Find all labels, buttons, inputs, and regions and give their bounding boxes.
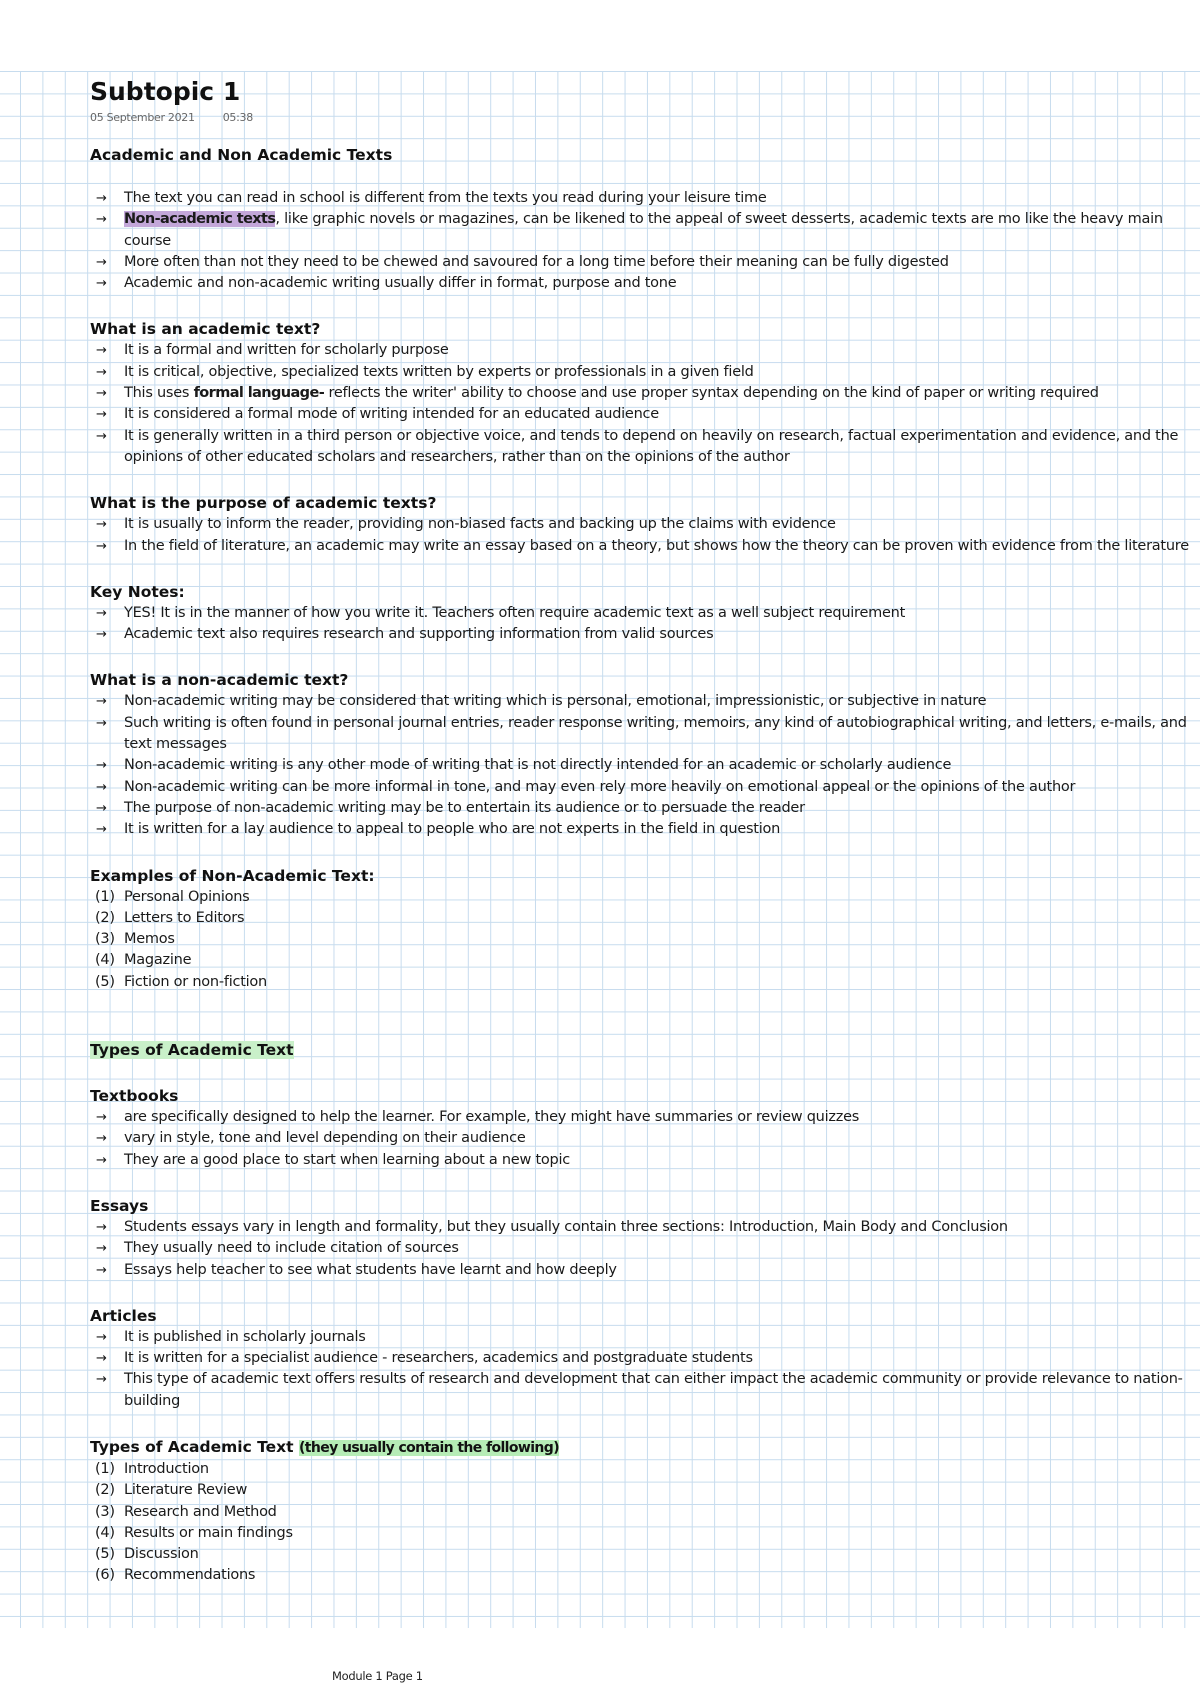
section-non-academic	[90, 669, 1190, 840]
list-item: → They are a good place to start when learning about a new topic	[90, 1150, 1190, 1171]
bullet-list	[90, 514, 1190, 557]
list-item: → It is written for a specialist audience - researchers, academics and postgraduate students	[90, 1348, 1190, 1369]
list-item: → The text you can read in school is different from the texts you read during your leisure time	[90, 188, 1190, 209]
section-heading: Key Notes:	[90, 582, 185, 601]
list-item: → YES! It is in the manner of how you write it. Teachers often require academic text as a well subject requirement	[90, 603, 1190, 624]
section-purpose	[90, 492, 1190, 557]
section-heading: Types of Academic Text (they usually contain the following)	[90, 1437, 559, 1456]
list-item: (1) Introduction	[95, 1460, 209, 1477]
list-item: → It is usually to inform the reader, providing non-biased facts and backing up the claims with evidence	[90, 514, 1190, 535]
section-examples	[90, 865, 1190, 993]
bullet-list	[90, 188, 1190, 294]
section-heading: What is a non-academic text?	[90, 671, 349, 690]
list-item: → This type of academic text offers results of research and development that can either impact the academic community or provide relevance to nation-building	[90, 1369, 1190, 1412]
list-item: (5) Fiction or non-fiction	[95, 973, 267, 990]
section-heading: Academic and Non Academic Texts	[90, 146, 393, 164]
list-item: → It is a formal and written for scholarly purpose	[90, 340, 1190, 361]
list-item: → are specifically designed to help the learner. For example, they might have summaries or review quizzes	[90, 1107, 1190, 1128]
section-what-is-academic	[90, 318, 1190, 468]
list-item: → Non-academic writing is any other mode of writing that is not directly intended for an academic or scholarly audience	[90, 755, 1190, 776]
list-item: → Non-academic writing can be more informal in tone, and may even rely more heavily on emotional appeal or the opinions of the author	[90, 777, 1190, 798]
bullet-list	[90, 1327, 1190, 1412]
bullet-list	[90, 603, 1190, 646]
list-item: (2) Letters to Editors	[95, 909, 245, 926]
list-item: → It is critical, objective, specialized texts written by experts or professionals in a given field	[90, 362, 1190, 383]
list-item: (2) Literature Review	[95, 1482, 248, 1499]
section-types-contain	[90, 1436, 1190, 1587]
section-academic-non-academic	[90, 144, 1190, 294]
bullet-list	[90, 1217, 1190, 1281]
list-item: (4) Results or main findings	[95, 1524, 293, 1541]
section-essays	[90, 1195, 1190, 1281]
list-item: → Academic and non-academic writing usually differ in format, purpose and tone	[90, 273, 1190, 294]
section-heading: What is the purpose of academic texts?	[90, 494, 437, 513]
section-articles	[90, 1305, 1190, 1412]
list-item: → Essays help teacher to see what students have learnt and how deeply	[90, 1260, 1190, 1281]
list-item: → Academic text also requires research and supporting information from valid sources	[90, 624, 1190, 645]
list-item: → It is published in scholarly journals	[90, 1327, 1190, 1348]
section-key-notes	[90, 581, 1190, 646]
list-item: → vary in style, tone and level depending on their audience	[90, 1128, 1190, 1149]
section-heading: Articles	[90, 1306, 157, 1325]
bullet-list	[90, 691, 1190, 840]
list-item: → Students essays vary in length and formality, but they usually contain three sections: Introduction, Main Body and Conclusion	[90, 1217, 1190, 1238]
highlight-contain-following: (they usually contain the following)	[299, 1439, 559, 1456]
bullet-list	[90, 1107, 1190, 1171]
list-item: → Non-academic writing may be considered that writing which is personal, emotional, impressionistic, or subjective in nature	[90, 691, 1190, 712]
list-item: → They usually need to include citation of sources	[90, 1238, 1190, 1259]
section-heading: Essays	[90, 1196, 149, 1215]
list-item: (3) Research and Method	[95, 1503, 277, 1520]
list-item: → This uses formal language- reflects the writer' ability to choose and use proper syntax depending on the kind of paper or writing required	[90, 383, 1190, 404]
section-textbooks	[90, 1085, 1190, 1171]
page-footer: Module 1 Page 1	[332, 1669, 423, 1683]
page-time: 05:38	[222, 111, 253, 124]
page-content	[90, 76, 1190, 1587]
page-meta	[90, 108, 1190, 128]
list-item: → The purpose of non-academic writing may be to entertain its audience or to persuade the reader	[90, 798, 1190, 819]
list-item: (6) Recommendations	[95, 1567, 256, 1584]
list-item: → Such writing is often found in personal journal entries, reader response writing, memoirs, any kind of autobiographical writing, and letters, e-mails, and text messages	[90, 713, 1190, 756]
bold-formal-language: formal language-	[193, 385, 325, 402]
highlight-non-academic: Non-academic texts	[124, 211, 276, 228]
page-title: Subtopic 1	[90, 77, 241, 106]
list-item: → It is generally written in a third person or objective voice, and tends to depend on heavily on research, factual experimentation and evidence, and the opinions of other educated scholars and researchers, rather than on the opinions of the author	[90, 426, 1190, 469]
list-item: → In the field of literature, an academic may write an essay based on a theory, but shows how the theory can be proven with evidence from the literature	[90, 536, 1190, 557]
list-item: (4) Magazine	[95, 952, 192, 969]
section-types-academic	[90, 1039, 1190, 1061]
numbered-list	[90, 887, 1190, 993]
bullet-list	[90, 340, 1190, 468]
list-item: (1) Personal Opinions	[95, 888, 250, 905]
section-heading: Examples of Non-Academic Text:	[90, 866, 375, 885]
page-date: 05 September 2021	[90, 111, 195, 124]
list-item: (5) Discussion	[95, 1546, 199, 1563]
section-heading: Textbooks	[90, 1087, 179, 1106]
numbered-list	[90, 1459, 1190, 1587]
list-item: → Non-academic texts, like graphic novels or magazines, can be likened to the appeal of sweet desserts, academic texts are mo like the heavy main course	[90, 209, 1190, 252]
list-item: (3) Memos	[95, 931, 175, 948]
list-item: → More often than not they need to be chewed and savoured for a long time before their meaning can be fully digested	[90, 252, 1190, 273]
list-item: → It is written for a lay audience to appeal to people who are not experts in the field in question	[90, 819, 1190, 840]
list-item: → It is considered a formal mode of writing intended for an educated audience	[90, 404, 1190, 425]
section-heading: Types of Academic Text	[90, 1041, 294, 1060]
section-heading: What is an academic text?	[90, 320, 321, 339]
